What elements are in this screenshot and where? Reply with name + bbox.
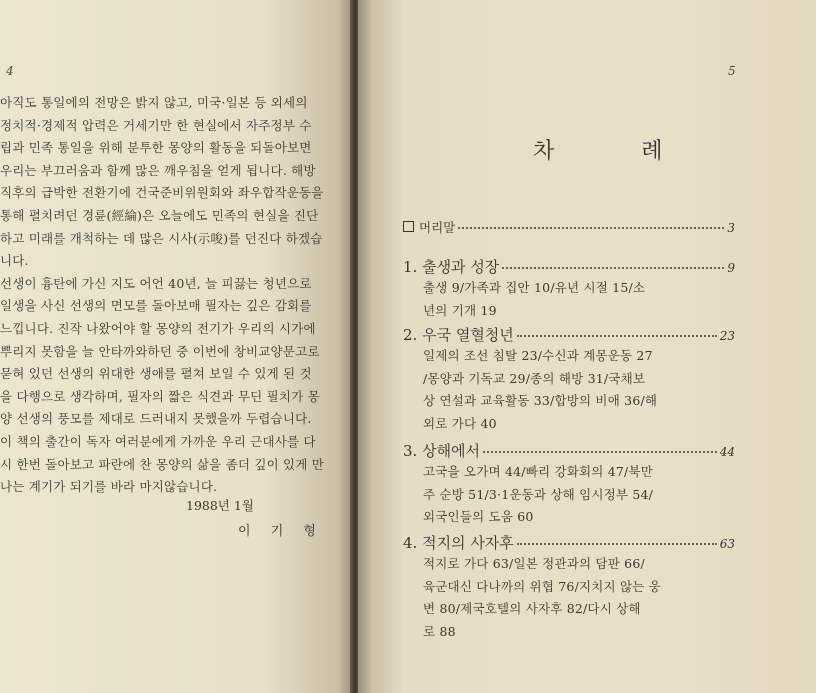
toc-label: 2. 우국 열혈청년 xyxy=(403,326,514,344)
toc-page: 44 xyxy=(719,445,735,459)
toc-row xyxy=(403,440,735,461)
toc-sub-line: 외로 가다 40 xyxy=(423,415,497,431)
toc-sub-line: 주 순방 51/3·1운동과 상해 임시정부 54/ xyxy=(423,486,654,502)
toc-sub-line: /몽양과 기독교 29/종의 해방 31/국채보 xyxy=(423,370,646,386)
toc-sub-line: 년의 기개 19 xyxy=(423,302,497,318)
text-line: 을 다행으로 생각하며, 필자의 짧은 식견과 무딘 필치가 몽 xyxy=(0,388,320,404)
toc-page: 9 xyxy=(727,261,735,275)
toc-sub-line: 외국인들의 도움 60 xyxy=(423,509,534,525)
preface-author: 이 기 형 xyxy=(238,524,324,539)
dot-leader xyxy=(502,267,724,269)
dot-leader xyxy=(517,335,717,337)
text-line: 선생이 흉탄에 가신 지도 어언 40년, 늘 피끓는 청년으로 xyxy=(0,275,312,291)
text-line: 아직도 통일에의 전망은 밝지 않고, 미국·일본 등 외세의 xyxy=(0,95,308,110)
dot-leader xyxy=(517,543,717,545)
left-page xyxy=(0,0,352,693)
toc-subsections xyxy=(403,461,735,529)
text-line: 나는 계기가 되기를 바라 마지않습니다. xyxy=(0,479,218,495)
toc-sub-line: 상 연설과 교육활동 33/합방의 비애 36/해 xyxy=(423,393,658,409)
text-line: 시 한번 돌아보고 파란에 찬 몽양의 삶을 좀더 깊이 있게 만 xyxy=(0,456,325,472)
toc-sub-line: 일제의 조선 침탈 23/수신과 계몽운동 27 xyxy=(423,348,653,363)
toc-chapter-3 xyxy=(403,440,735,529)
text-line: 립과 민족 통일을 위해 분투한 몽양의 활동을 되돌아보면 xyxy=(0,140,312,156)
toc-sub-line: 고국을 오가며 44/빠리 강화회의 47/북만 xyxy=(423,464,653,479)
dot-leader xyxy=(458,227,724,229)
toc-entry-intro xyxy=(403,218,735,236)
dot-leader xyxy=(483,451,717,453)
toc-page: 63 xyxy=(719,537,735,551)
toc-label: 머리말 xyxy=(419,220,456,235)
right-page-number: 5 xyxy=(728,64,736,78)
toc-subsections xyxy=(403,345,735,435)
toc-label: 4. 적지의 사자후 xyxy=(403,534,514,552)
toc-title: 차 례 xyxy=(533,139,703,164)
text-line: 우리는 부끄러움과 함께 많은 깨우침을 얻게 됩니다. 해방 xyxy=(0,162,316,178)
text-line: 하고 미래를 개척하는 데 많은 시사(示唆)를 던진다 하겠습 xyxy=(0,230,323,246)
toc-subsections xyxy=(403,277,735,322)
text-line: 느낍니다. 진작 나왔어야 할 몽양의 전기가 우리의 시가에 xyxy=(0,320,316,336)
toc-sub-line: 적지로 가다 63/일본 정관과의 담판 66/ xyxy=(423,556,645,571)
preface-date: 1988년 1월 xyxy=(186,498,254,513)
toc-row xyxy=(403,256,735,277)
left-page-number: 4 xyxy=(6,64,14,78)
toc-chapter-1 xyxy=(403,256,735,322)
text-line: 직후의 급박한 전환기에 건국준비위원회와 좌우합작운동을 xyxy=(0,185,324,201)
toc-page: 3 xyxy=(727,221,735,235)
text-line: 이 책의 출간이 독자 여러분에게 가까운 우리 근대사를 다 xyxy=(0,433,316,449)
toc-row xyxy=(403,532,735,553)
toc-subsections xyxy=(403,553,735,643)
text-line: 묻혀 있던 선생의 위대한 생애를 펼쳐 보일 수 있게 된 것 xyxy=(0,366,312,382)
text-line: 뿌리지 못함을 늘 안타까와하던 중 이번에 창비교양문고로 xyxy=(0,343,320,359)
toc-label: 3. 상해에서 xyxy=(403,442,481,460)
toc-label: 1. 출생과 성장 xyxy=(403,258,500,276)
preface-text xyxy=(0,92,344,499)
toc-page: 23 xyxy=(719,329,735,343)
text-line: 통해 펼치려던 경륜(經綸)은 오늘에도 민족의 현실을 진단 xyxy=(0,207,319,223)
text-line: 일생을 사신 선생의 면모를 돌아보매 필자는 깊은 감회를 xyxy=(0,298,312,314)
toc-row xyxy=(403,324,735,345)
toc-sub-line: 육군대신 다나까의 위협 76/지치지 않는 웅 xyxy=(423,578,661,594)
toc-chapter-2 xyxy=(403,324,735,435)
toc-row xyxy=(403,218,735,236)
toc-sub-line: 로 88 xyxy=(423,623,456,639)
text-line: 니다. xyxy=(0,253,29,269)
toc-sub-line: 출생 9/가족과 집안 10/유년 시절 15/소 xyxy=(423,280,646,295)
square-bullet-icon xyxy=(403,221,414,232)
text-line: 양 선생의 풍모를 제대로 드러내지 못했을까 두렵습니다. xyxy=(0,411,312,427)
toc-chapter-4 xyxy=(403,532,735,643)
toc-sub-line: 변 80/제국호텔의 사자후 82/다시 상해 xyxy=(423,601,641,617)
text-line: 정치적·경제적 압력은 거세기만 한 현실에서 자주정부 수 xyxy=(0,117,312,133)
